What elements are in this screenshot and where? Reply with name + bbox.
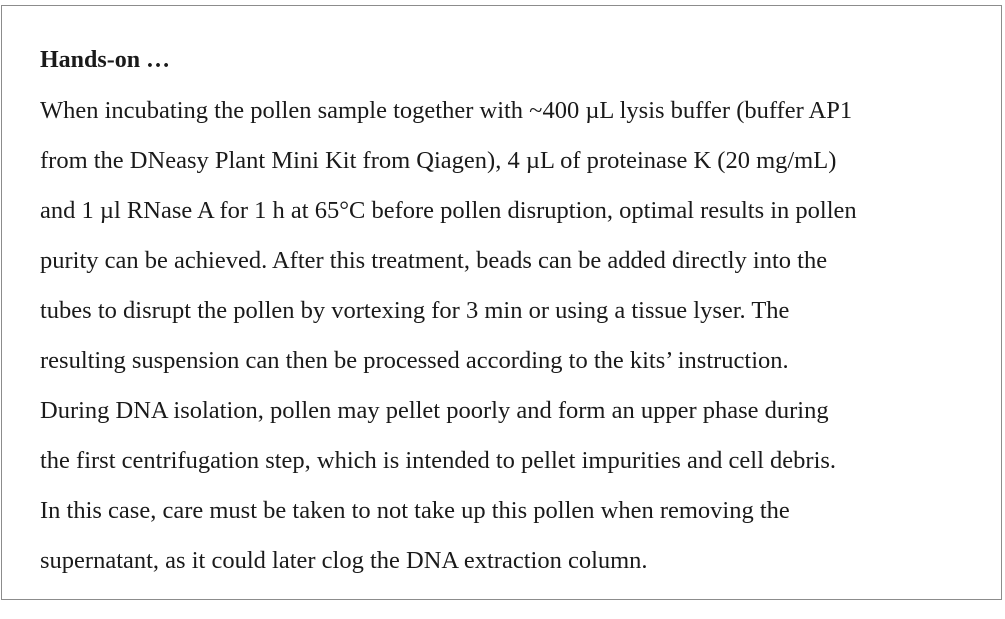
body-line: purity can be achieved. After this treatment, beads can be added directly into the	[40, 247, 828, 274]
body-line: resulting suspension can then be processed according to the kits’ instruction.	[40, 347, 789, 374]
box-heading: Hands-on …	[40, 47, 171, 73]
body-line: When incubating the pollen sample together with ~400 µL lysis buffer (buffer AP1	[40, 97, 853, 124]
box-body-text	[40, 86, 980, 586]
body-line: supernatant, as it could later clog the DNA extraction column.	[40, 547, 648, 574]
body-line: and 1 µl RNase A for 1 h at 65°C before pollen disruption, optimal results in pollen	[40, 197, 857, 224]
body-line: tubes to disrupt the pollen by vortexing for 3 min or using a tissue lyser. The	[40, 297, 790, 324]
body-line: During DNA isolation, pollen may pellet poorly and form an upper phase during	[40, 397, 829, 424]
body-line: the first centrifugation step, which is intended to pellet impurities and cell debris.	[40, 447, 837, 474]
body-line: In this case, care must be taken to not take up this pollen when removing the	[40, 497, 790, 524]
body-line: from the DNeasy Plant Mini Kit from Qiagen), 4 µL of proteinase K (20 mg/mL)	[40, 147, 837, 174]
hands-on-box	[1, 5, 1002, 600]
